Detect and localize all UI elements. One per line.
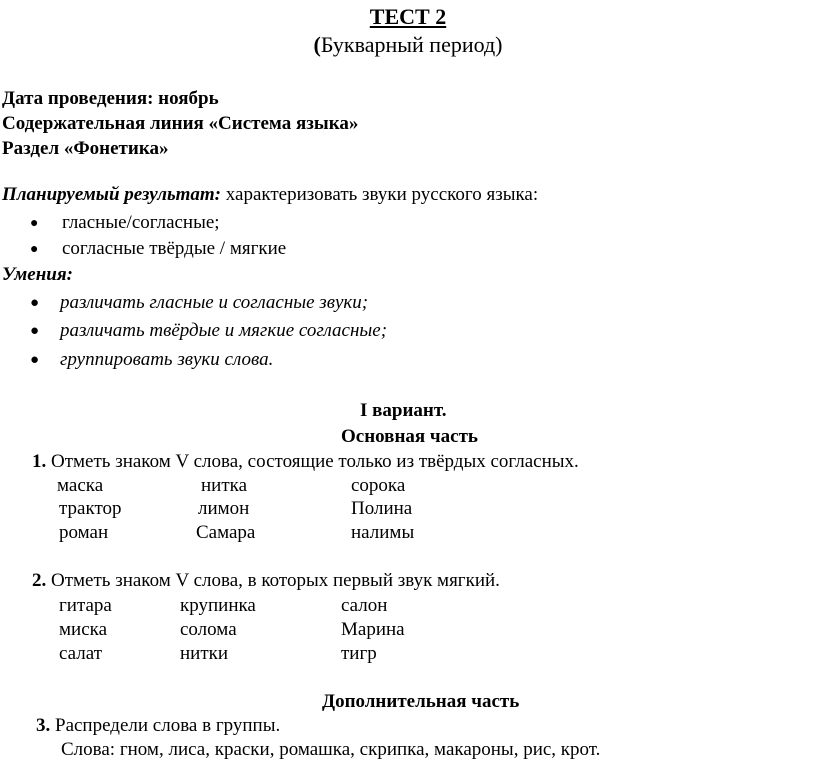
skill-item — [30, 349, 273, 371]
task2-word: солома — [180, 619, 237, 640]
skill-text: различать гласные и согласные звуки; — [60, 292, 369, 313]
skill-item — [30, 320, 387, 342]
task1-word: роман — [59, 522, 109, 543]
planned-bullet-text: согласные твёрдые / мягкие — [62, 238, 287, 259]
planned-bullet — [30, 238, 286, 260]
task1-word: нитка — [201, 475, 248, 496]
content-line: Содержательная линия «Система языка» — [2, 113, 359, 134]
task1-word: маска — [57, 475, 104, 496]
planned-result — [2, 184, 538, 206]
task2-word: нитки — [180, 643, 229, 664]
skill-item — [30, 292, 368, 314]
subtitle-text: Букварный период) — [320, 32, 503, 57]
task1-word: сорока — [351, 475, 406, 496]
task1-instruction: Отметь знаком V слова, состоящие только из твёрдых согласных. — [46, 451, 579, 472]
task1-word: налимы — [351, 522, 415, 543]
task2-instruction: Отметь знаком V слова, в которых первый звук мягкий. — [46, 570, 500, 591]
task1-word: трактор — [59, 498, 122, 519]
task2-word: миска — [59, 619, 108, 640]
task3-number: 3. — [36, 715, 51, 736]
task2-word: Марина — [341, 619, 405, 640]
bullet-icon: ● — [30, 215, 39, 231]
skill-text: группировать звуки слова. — [60, 349, 274, 370]
section-line: Раздел «Фонетика» — [2, 138, 169, 159]
bullet-icon: ● — [30, 323, 40, 340]
bullet-icon: ● — [30, 295, 40, 312]
task2-word: крупинка — [180, 595, 256, 616]
date-line: Дата проведения: ноябрь — [2, 88, 219, 109]
task3-instruction: Распредели слова в группы. — [50, 715, 281, 736]
page-subtitle — [0, 32, 816, 58]
task2-word: тигр — [341, 643, 377, 664]
task3-words: Слова: гном, лиса, краски, ромашка, скрипка, макароны, рис, крот. — [61, 739, 601, 760]
task2-word: салат — [59, 643, 102, 664]
planned-text: характеризовать звуки русского языка: — [221, 184, 539, 205]
variant-title: I вариант. — [360, 400, 447, 421]
planned-bullet — [30, 212, 220, 234]
task3-text — [36, 715, 280, 737]
task2-word: гитара — [59, 595, 112, 616]
task2-number: 2. — [32, 570, 47, 591]
planned-bullet-text: гласные/согласные; — [62, 212, 220, 233]
task2-word: салон — [341, 595, 388, 616]
task1-word: Самара — [196, 522, 256, 543]
extra-part-title: Дополнительная часть — [322, 691, 520, 712]
task1-word: лимон — [198, 498, 250, 519]
task2-text — [32, 570, 500, 592]
subtitle-paren: ( — [313, 32, 321, 57]
main-part-title: Основная часть — [341, 426, 478, 447]
task1-word: Полина — [351, 498, 413, 519]
task1-number: 1. — [32, 451, 47, 472]
skills-heading: Умения: — [2, 264, 73, 285]
bullet-icon: ● — [30, 241, 39, 257]
task1-text — [32, 451, 579, 473]
page-title: ТЕСТ 2 — [369, 4, 447, 29]
planned-label: Планируемый результат: — [2, 184, 222, 205]
skill-text: различать твёрдые и мягкие согласные; — [60, 320, 388, 341]
bullet-icon: ● — [30, 352, 40, 369]
